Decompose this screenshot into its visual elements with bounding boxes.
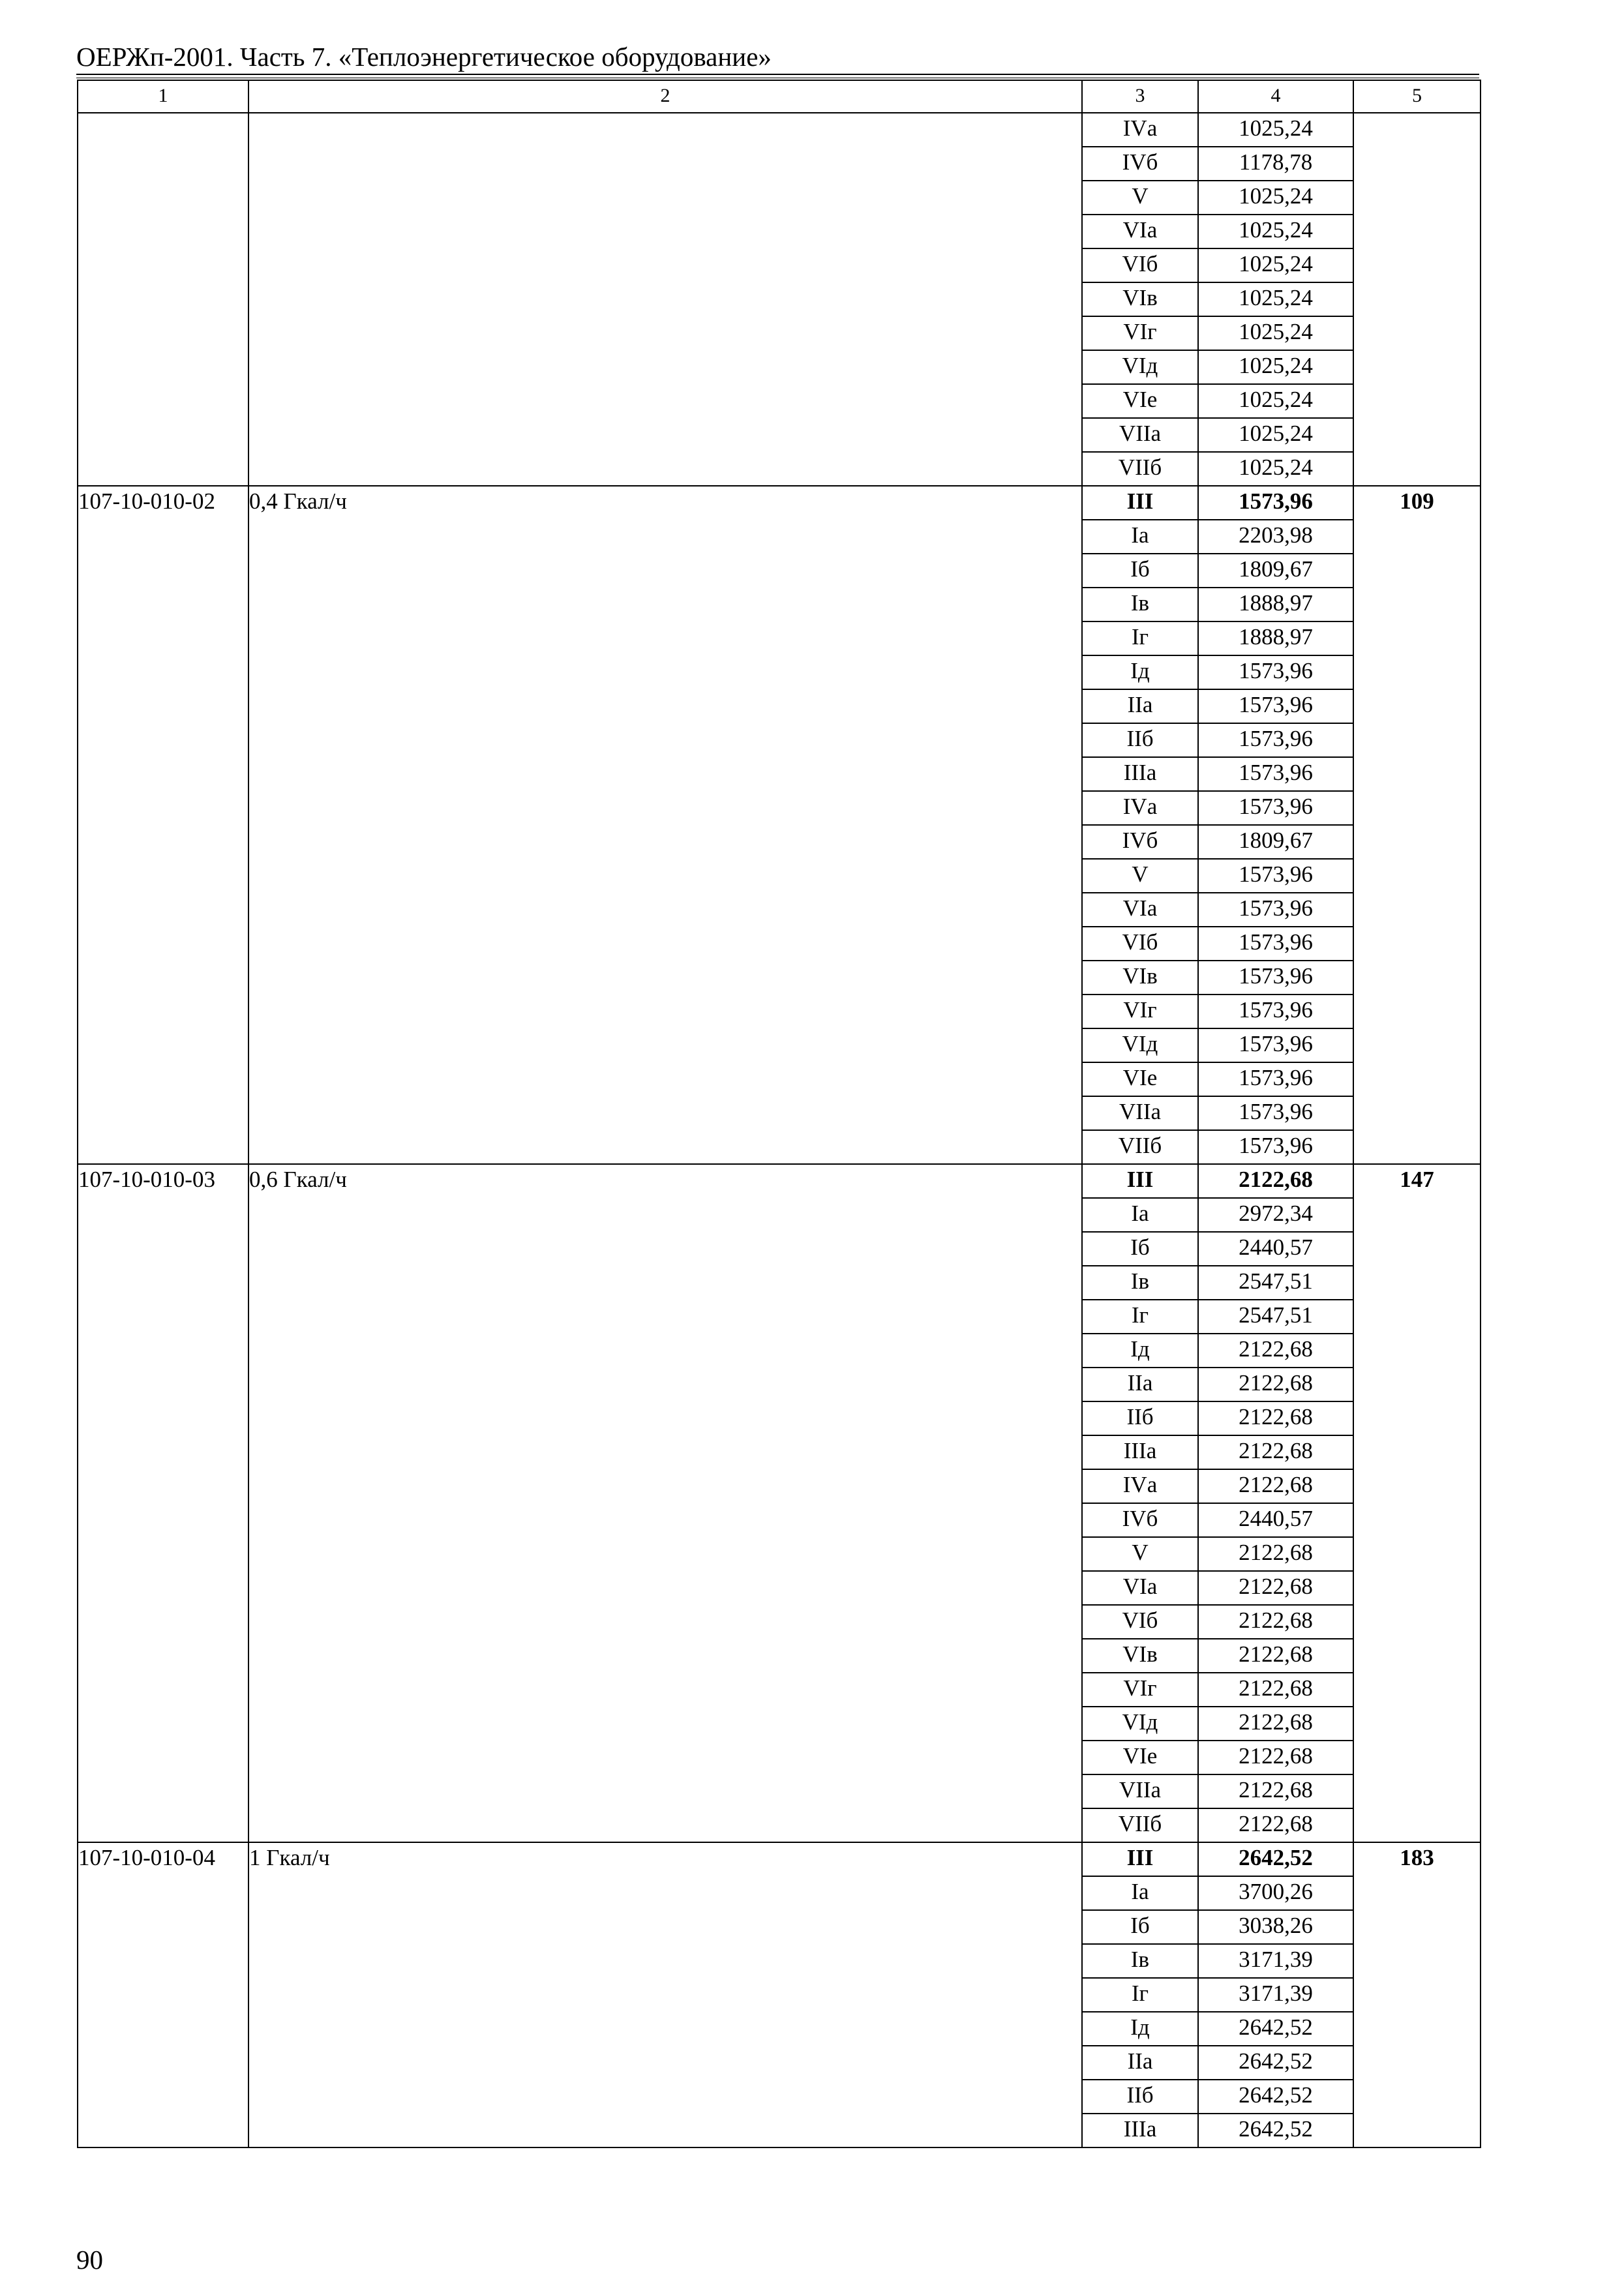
- price-cell: 2122,68: [1198, 1401, 1353, 1435]
- zone-cell: VIб: [1082, 248, 1198, 282]
- zone-cell: Iб: [1082, 1910, 1198, 1944]
- column-header-4: 4: [1198, 80, 1353, 113]
- price-cell: 3700,26: [1198, 1876, 1353, 1910]
- zone-cell: III: [1082, 1842, 1198, 1876]
- zone-cell: VIд: [1082, 350, 1198, 384]
- zone-cell: IVа: [1082, 1469, 1198, 1503]
- column5-value: 183: [1353, 1842, 1481, 2147]
- zone-cell: Iб: [1082, 1232, 1198, 1266]
- zone-cell: V: [1082, 859, 1198, 893]
- price-cell: 3038,26: [1198, 1910, 1353, 1944]
- zone-cell: Iд: [1082, 2012, 1198, 2046]
- price-cell: 1888,97: [1198, 588, 1353, 621]
- price-cell: 2642,52: [1198, 2114, 1353, 2147]
- zone-cell: IIIа: [1082, 1435, 1198, 1469]
- price-cell: 2972,34: [1198, 1198, 1353, 1232]
- price-cell: 2122,68: [1198, 1605, 1353, 1639]
- zone-cell: III: [1082, 486, 1198, 520]
- price-cell: 1573,96: [1198, 1062, 1353, 1096]
- item-code: 107-10-010-03: [78, 1164, 248, 1842]
- zone-cell: VIв: [1082, 961, 1198, 995]
- price-cell: 1573,96: [1198, 927, 1353, 961]
- price-cell: 1573,96: [1198, 486, 1353, 520]
- zone-cell: IIIа: [1082, 2114, 1198, 2147]
- price-cell: 1573,96: [1198, 723, 1353, 757]
- price-cell: 2122,68: [1198, 1537, 1353, 1571]
- price-cell: 2440,57: [1198, 1503, 1353, 1537]
- header-rule: [76, 74, 1479, 75]
- zone-cell: IIб: [1082, 1401, 1198, 1435]
- zone-cell: IVб: [1082, 825, 1198, 859]
- zone-cell: VIг: [1082, 1673, 1198, 1707]
- price-cell: 1025,24: [1198, 418, 1353, 452]
- price-cell: 2122,68: [1198, 1808, 1353, 1842]
- zone-cell: Iа: [1082, 1876, 1198, 1910]
- column-header-3: 3: [1082, 80, 1198, 113]
- zone-cell: IIIа: [1082, 757, 1198, 791]
- price-cell: 2122,68: [1198, 1368, 1353, 1401]
- zone-cell: VIIа: [1082, 418, 1198, 452]
- page-number: 90: [76, 2245, 103, 2275]
- price-cell: 1573,96: [1198, 1096, 1353, 1130]
- price-cell: 1025,24: [1198, 282, 1353, 316]
- table-row: [78, 1164, 1481, 1198]
- table-row: [78, 113, 1481, 147]
- price-cell: 1573,96: [1198, 893, 1353, 927]
- zone-cell: VIд: [1082, 1707, 1198, 1741]
- price-cell: 2122,68: [1198, 1571, 1353, 1605]
- item-code: 107-10-010-02: [78, 486, 248, 1164]
- price-cell: 2122,68: [1198, 1164, 1353, 1198]
- price-cell: 3171,39: [1198, 1978, 1353, 2012]
- price-cell: 3171,39: [1198, 1944, 1353, 1978]
- item-code: [78, 113, 248, 486]
- zone-cell: Iг: [1082, 1978, 1198, 2012]
- column-header-5: 5: [1353, 80, 1481, 113]
- table-row: [78, 486, 1481, 520]
- column-number-row: [78, 80, 1481, 113]
- zone-cell: VIIа: [1082, 1774, 1198, 1808]
- zone-cell: VIг: [1082, 316, 1198, 350]
- zone-cell: VIа: [1082, 893, 1198, 927]
- item-name: 0,6 Гкал/ч: [248, 1164, 1082, 1842]
- column-header-2: 2: [248, 80, 1082, 113]
- price-cell: 2122,68: [1198, 1435, 1353, 1469]
- price-cell: 1888,97: [1198, 621, 1353, 655]
- price-cell: 1573,96: [1198, 655, 1353, 689]
- price-cell: 2642,52: [1198, 2046, 1353, 2080]
- zone-cell: VIа: [1082, 215, 1198, 248]
- price-cell: 1025,24: [1198, 248, 1353, 282]
- price-cell: 2122,68: [1198, 1774, 1353, 1808]
- zone-cell: IIа: [1082, 2046, 1198, 2080]
- price-cell: 1573,96: [1198, 859, 1353, 893]
- zone-cell: V: [1082, 181, 1198, 215]
- zone-cell: VIе: [1082, 1062, 1198, 1096]
- zone-cell: IVа: [1082, 791, 1198, 825]
- item-name: 1 Гкал/ч: [248, 1842, 1082, 2147]
- zone-cell: VIб: [1082, 927, 1198, 961]
- price-cell: 1025,24: [1198, 181, 1353, 215]
- price-cell: 1573,96: [1198, 1028, 1353, 1062]
- price-cell: 2642,52: [1198, 2080, 1353, 2114]
- price-cell: 1573,96: [1198, 791, 1353, 825]
- zone-cell: IIа: [1082, 1368, 1198, 1401]
- price-cell: 2122,68: [1198, 1673, 1353, 1707]
- price-cell: 1025,24: [1198, 316, 1353, 350]
- zone-cell: VIб: [1082, 1605, 1198, 1639]
- price-cell: 1809,67: [1198, 825, 1353, 859]
- price-cell: 2122,68: [1198, 1334, 1353, 1368]
- zone-cell: VIв: [1082, 282, 1198, 316]
- price-table: [77, 80, 1481, 2148]
- zone-cell: IIб: [1082, 723, 1198, 757]
- zone-cell: VIIб: [1082, 1808, 1198, 1842]
- zone-cell: Iа: [1082, 520, 1198, 554]
- zone-cell: Iг: [1082, 1300, 1198, 1334]
- zone-cell: VIIб: [1082, 1130, 1198, 1164]
- zone-cell: Iа: [1082, 1198, 1198, 1232]
- zone-cell: Iв: [1082, 1944, 1198, 1978]
- price-cell: 1025,24: [1198, 215, 1353, 248]
- zone-cell: VIа: [1082, 1571, 1198, 1605]
- zone-cell: Iв: [1082, 1266, 1198, 1300]
- price-cell: 2122,68: [1198, 1707, 1353, 1741]
- column-header-1: 1: [78, 80, 248, 113]
- price-cell: 2122,68: [1198, 1639, 1353, 1673]
- column5-value: [1353, 113, 1481, 486]
- price-cell: 2122,68: [1198, 1469, 1353, 1503]
- price-cell: 1809,67: [1198, 554, 1353, 588]
- price-cell: 2642,52: [1198, 1842, 1353, 1876]
- zone-cell: IVб: [1082, 147, 1198, 181]
- table-row: [78, 1842, 1481, 1876]
- price-cell: 1025,24: [1198, 452, 1353, 486]
- zone-cell: Iд: [1082, 1334, 1198, 1368]
- zone-cell: VIв: [1082, 1639, 1198, 1673]
- zone-cell: VIг: [1082, 995, 1198, 1028]
- price-cell: 1025,24: [1198, 113, 1353, 147]
- zone-cell: VIд: [1082, 1028, 1198, 1062]
- price-cell: 1573,96: [1198, 1130, 1353, 1164]
- zone-cell: VIIа: [1082, 1096, 1198, 1130]
- price-cell: 2547,51: [1198, 1300, 1353, 1334]
- table-body: [78, 113, 1481, 2147]
- item-name: 0,4 Гкал/ч: [248, 486, 1082, 1164]
- column5-value: 147: [1353, 1164, 1481, 1842]
- zone-cell: IVа: [1082, 113, 1198, 147]
- zone-cell: Iг: [1082, 621, 1198, 655]
- price-cell: 1025,24: [1198, 350, 1353, 384]
- item-name: [248, 113, 1082, 486]
- zone-cell: Iд: [1082, 655, 1198, 689]
- zone-cell: IVб: [1082, 1503, 1198, 1537]
- zone-cell: IIа: [1082, 689, 1198, 723]
- zone-cell: IIб: [1082, 2080, 1198, 2114]
- price-cell: 2642,52: [1198, 2012, 1353, 2046]
- price-cell: 1025,24: [1198, 384, 1353, 418]
- column5-value: 109: [1353, 486, 1481, 1164]
- price-cell: 1573,96: [1198, 689, 1353, 723]
- zone-cell: VIе: [1082, 1741, 1198, 1774]
- zone-cell: Iв: [1082, 588, 1198, 621]
- zone-cell: VIе: [1082, 384, 1198, 418]
- price-cell: 2547,51: [1198, 1266, 1353, 1300]
- zone-cell: V: [1082, 1537, 1198, 1571]
- price-cell: 1178,78: [1198, 147, 1353, 181]
- price-cell: 1573,96: [1198, 961, 1353, 995]
- zone-cell: Iб: [1082, 554, 1198, 588]
- price-cell: 1573,96: [1198, 757, 1353, 791]
- zone-cell: III: [1082, 1164, 1198, 1198]
- zone-cell: VIIб: [1082, 452, 1198, 486]
- price-cell: 2203,98: [1198, 520, 1353, 554]
- item-code: 107-10-010-04: [78, 1842, 248, 2147]
- price-cell: 1573,96: [1198, 995, 1353, 1028]
- price-cell: 2440,57: [1198, 1232, 1353, 1266]
- page-header: ОЕРЖп-2001. Часть 7. «Теплоэнергетическое оборудование»: [76, 42, 772, 72]
- price-cell: 2122,68: [1198, 1741, 1353, 1774]
